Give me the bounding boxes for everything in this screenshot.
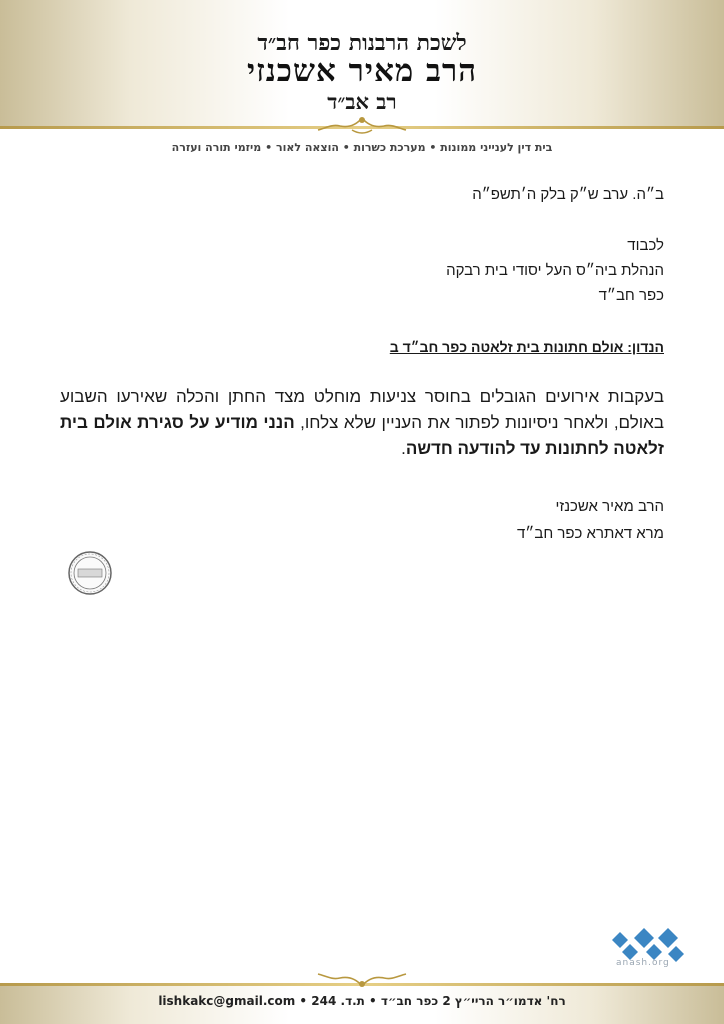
letter-body-text: בעקבות אירועים הגובלים בחוסר צניעות מוחלט מצד החתן והכלה שאירעו השבוע באולם, ולאחר ניסיונות לפתור את העניין שלא צלחו, [60, 387, 664, 432]
signature-title: מרא דאתרא כפר חב״ד [516, 525, 664, 542]
letterhead-title: רב אב״ד [327, 89, 397, 114]
letterhead-org: לשכת הרבנות כפר חב״ד [257, 30, 467, 56]
letter-body-announcement: הנני מודיע על סגירת אולם בית זלאטה לחתונות עד להודעה חדשה [60, 413, 664, 458]
letter-body-end: . [401, 439, 406, 458]
letter-subject: הנדון: אולם חתונות בית זלאטה כפר חב״ד ב [389, 339, 664, 355]
addressee-line-3: כפר חב״ד [598, 287, 664, 304]
header-ornament-icon [312, 114, 412, 136]
services-line: בית דין לענייני ממונות • מערכת כשרות • הוצאה לאור • מיזמי תורה ועזרה [171, 141, 553, 154]
footer-ornament-icon [312, 972, 412, 994]
signature-name: הרב מאיר אשכנזי [555, 498, 664, 515]
letter-body [60, 384, 664, 462]
rabbinic-seal-stamp [67, 550, 113, 596]
footer-contact: רח' אדמו״ר הריי״ץ 2 כפר חב״ד • ת.ד. 244 • lishkakc@gmail.com [158, 994, 566, 1008]
letterhead [0, 0, 724, 128]
letterhead-rabbi-name: הרב מאיר אשכנזי [246, 53, 478, 89]
letter-date: ב״ה. ערב ש״ק בלק ה׳תשפ״ה [472, 186, 664, 203]
addressee-line-2: הנהלת ביה״ס העל יסודי בית רבקה [446, 262, 664, 279]
watermark-text: anash.org [616, 958, 670, 968]
addressee-line-1: לכבוד [627, 237, 664, 254]
